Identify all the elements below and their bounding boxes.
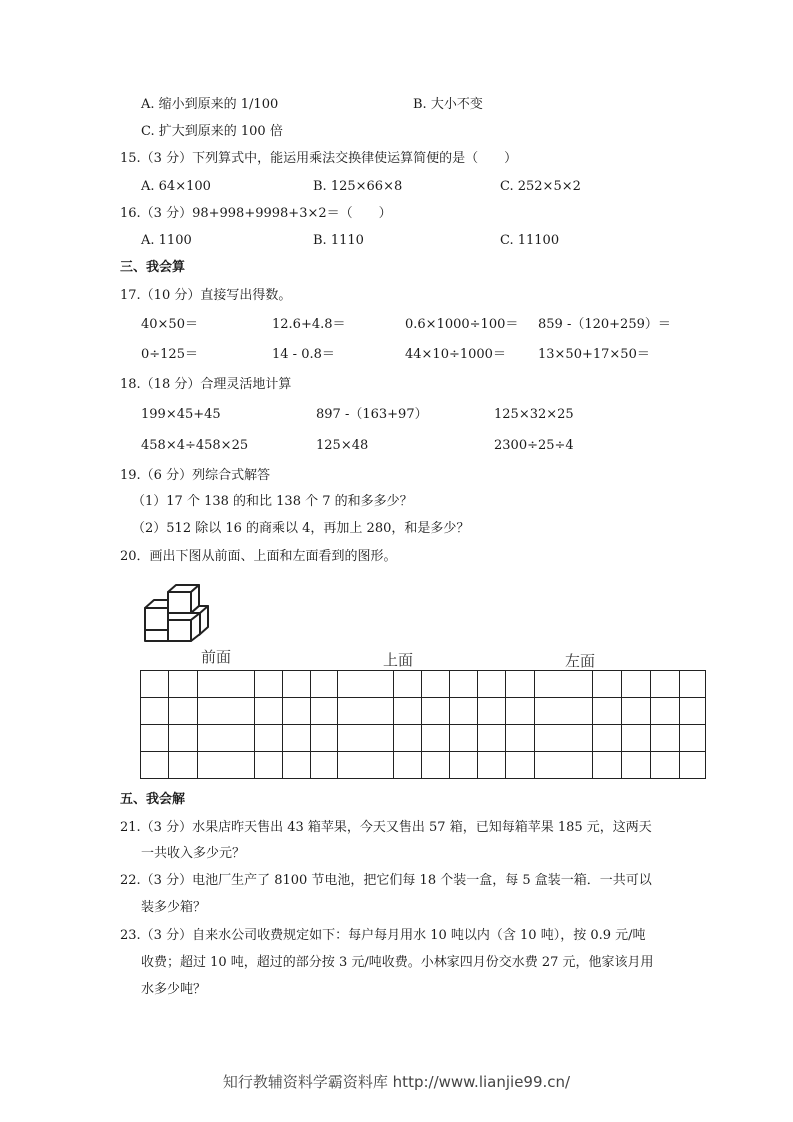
grid-cell — [198, 671, 255, 698]
grid-cell — [450, 752, 478, 779]
q21-line2: 一共收入多少元？ — [141, 846, 246, 861]
grid-cell — [622, 671, 651, 698]
grid-cell — [593, 725, 622, 752]
grid-cell — [283, 752, 311, 779]
q19-stem: 19.（6 分）列综合式解答 — [120, 468, 271, 483]
grid-cell — [478, 671, 506, 698]
grid-cell — [311, 671, 338, 698]
grid-cell — [311, 752, 338, 779]
grid-cell — [622, 725, 651, 752]
q18-item: 125×32×25 — [494, 407, 574, 422]
q15-option-b: B. 125×66×8 — [313, 179, 403, 194]
grid-cell — [535, 671, 593, 698]
grid-cell — [141, 698, 169, 725]
q23-line1: 23.（3 分）自来水公司收费规定如下：每户每月用水 10 吨以内（含 10 吨），按 0.9 元/吨 — [120, 928, 646, 943]
q17-item: 40×50＝ — [141, 317, 198, 332]
grid-cell — [651, 752, 680, 779]
grid-cell — [535, 725, 593, 752]
q17-item: 12.6+4.8＝ — [272, 317, 346, 332]
grid-cell — [622, 698, 651, 725]
grid-cell — [169, 752, 198, 779]
q15-option-a: A. 64×100 — [141, 179, 211, 194]
grid-cell — [450, 725, 478, 752]
grid-cell — [422, 671, 450, 698]
grid-cell — [169, 671, 198, 698]
q14-option-b: B. 大小不变 — [413, 97, 483, 112]
q18-item: 897 -（163+97） — [316, 407, 428, 422]
q19-sub1: （1）17 个 138 的和比 138 个 7 的和多多少？ — [132, 494, 413, 509]
grid-cell — [478, 725, 506, 752]
q18-item: 199×45+45 — [141, 407, 221, 422]
grid-cell — [651, 725, 680, 752]
grid-cell — [478, 698, 506, 725]
q18-item: 125×48 — [316, 438, 369, 453]
grid-cell — [680, 752, 706, 779]
grid-row — [141, 725, 706, 752]
grid-cell — [506, 671, 535, 698]
grid-cell — [338, 671, 394, 698]
q17-item: 0.6×1000÷100＝ — [405, 317, 519, 332]
grid-cell — [535, 698, 593, 725]
grid-cell — [311, 698, 338, 725]
grid-cell — [169, 698, 198, 725]
grid-cell — [283, 725, 311, 752]
grid-cell — [422, 698, 450, 725]
grid-cell — [394, 725, 422, 752]
grid-cell — [255, 725, 283, 752]
q18-item: 2300÷25÷4 — [494, 438, 574, 453]
grid-cell — [198, 752, 255, 779]
q16-option-a: A. 1100 — [141, 233, 192, 248]
grid-cell — [680, 671, 706, 698]
q17-stem: 17.（10 分）直接写出得数。 — [120, 288, 292, 303]
grid-row — [141, 698, 706, 725]
grid-cell — [283, 698, 311, 725]
q23-line3: 水多少吨？ — [141, 982, 207, 997]
q19-sub2: （2）512 除以 16 的商乘以 4，再加上 280，和是多少？ — [132, 521, 470, 536]
grid-cell — [506, 752, 535, 779]
grid-cell — [593, 698, 622, 725]
grid-row — [141, 752, 706, 779]
grid-cell — [338, 698, 394, 725]
q14-option-a: A. 缩小到原来的 1/100 — [141, 97, 279, 112]
q15-option-c: C. 252×5×2 — [500, 179, 581, 194]
grid-cell — [338, 752, 394, 779]
q17-item: 13×50+17×50＝ — [538, 347, 650, 362]
grid-cell — [394, 698, 422, 725]
grid-cell — [680, 698, 706, 725]
grid-cell — [535, 752, 593, 779]
stacked-cubes-figure — [140, 580, 212, 644]
grid-cell — [506, 698, 535, 725]
grid-cell — [141, 725, 169, 752]
label-top: 上面 — [383, 651, 414, 669]
grid-cell — [622, 752, 651, 779]
label-left: 左面 — [565, 652, 596, 670]
grid-cell — [198, 725, 255, 752]
grid-cell — [255, 671, 283, 698]
q16-stem: 16.（3 分）98+998+9998+3×2＝（ ） — [120, 206, 392, 221]
q17-item: 859 -（120+259）＝ — [538, 317, 671, 332]
grid-cell — [141, 671, 169, 698]
q20-stem: 20．画出下图从前面、上面和左面看到的图形。 — [120, 549, 397, 564]
grid-cell — [198, 698, 255, 725]
drawing-grid — [140, 670, 706, 779]
footer-watermark: 知行教辅资料学霸资料库 http://www.lianjie99.cn/ — [222, 1073, 571, 1091]
grid-cell — [394, 671, 422, 698]
q14-option-c: C. 扩大到原来的 100 倍 — [141, 124, 283, 139]
grid-cell — [651, 671, 680, 698]
grid-cell — [141, 752, 169, 779]
q17-item: 14 - 0.8＝ — [272, 347, 335, 362]
grid-cell — [450, 671, 478, 698]
q21-line1: 21.（3 分）水果店昨天售出 43 箱苹果，今天又售出 57 箱，已知每箱苹果 185 元，这两天 — [120, 820, 652, 835]
section3-title: 三、我会算 — [120, 260, 186, 275]
q17-item: 44×10÷1000＝ — [405, 347, 506, 362]
grid-row — [141, 671, 706, 698]
q17-item: 0÷125＝ — [141, 347, 198, 362]
grid-cell — [422, 725, 450, 752]
grid-cell — [478, 752, 506, 779]
grid-cell — [311, 725, 338, 752]
label-front: 前面 — [201, 648, 232, 666]
grid-cell — [338, 725, 394, 752]
q22-line2: 装多少箱？ — [141, 900, 207, 915]
q18-item: 458×4÷458×25 — [141, 438, 249, 453]
grid-cell — [506, 725, 535, 752]
grid-cell — [255, 698, 283, 725]
q22-line1: 22.（3 分）电池厂生产了 8100 节电池，把它们每 18 个装一盒，每 5 盒装一箱．一共可以 — [120, 873, 652, 888]
grid-cell — [422, 752, 450, 779]
q16-option-c: C. 11100 — [500, 233, 560, 248]
section5-title: 五、我会解 — [120, 792, 186, 807]
q16-option-b: B. 1110 — [313, 233, 364, 248]
grid-cell — [680, 725, 706, 752]
grid-cell — [450, 698, 478, 725]
q23-line2: 收费；超过 10 吨，超过的部分按 3 元/吨收费。小林家四月份交水费 27 元，他家该月用 — [141, 955, 654, 970]
grid-cell — [169, 725, 198, 752]
q15-stem: 15.（3 分）下列算式中，能运用乘法交换律使运算简便的是（ ） — [120, 151, 518, 166]
grid-cell — [593, 671, 622, 698]
grid-cell — [394, 752, 422, 779]
grid-cell — [283, 671, 311, 698]
grid-cell — [255, 752, 283, 779]
grid-cell — [593, 752, 622, 779]
q18-stem: 18.（18 分）合理灵活地计算 — [120, 377, 292, 392]
grid-cell — [651, 698, 680, 725]
